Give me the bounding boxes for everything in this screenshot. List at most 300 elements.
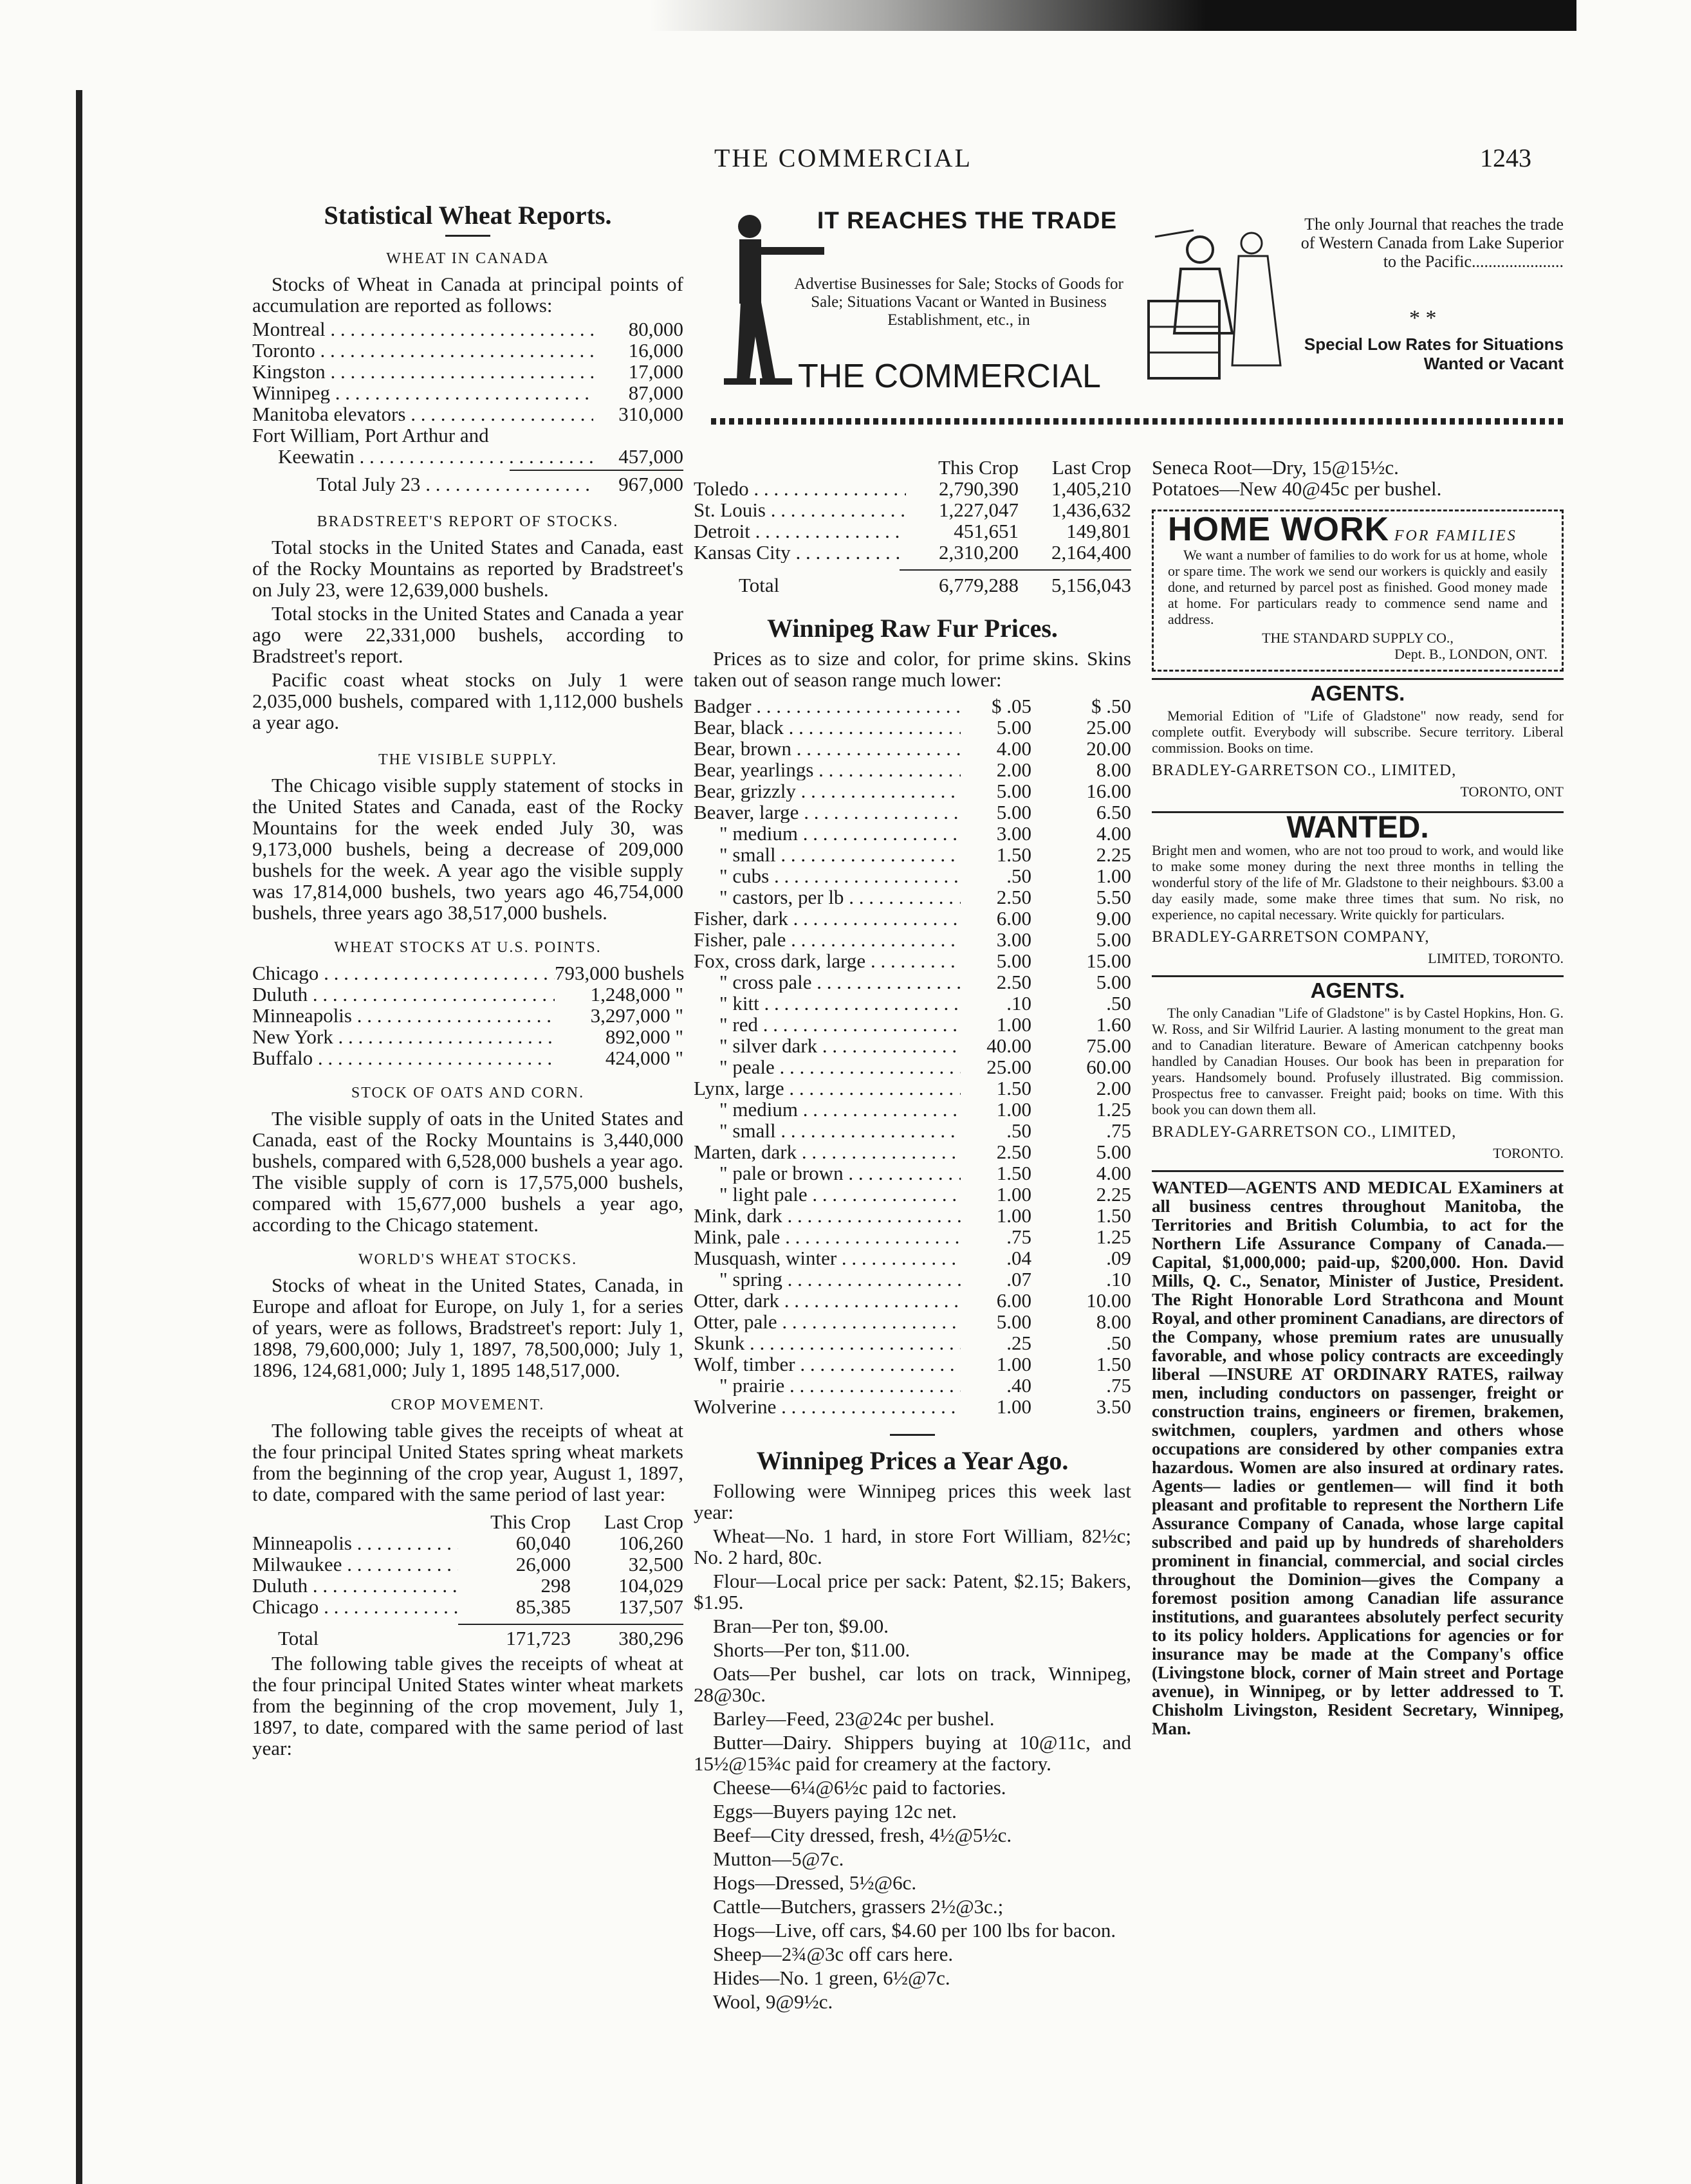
fur-high: 5.00 <box>1096 971 1131 993</box>
table-row <box>694 1290 1131 1311</box>
fur-low: 4.00 <box>996 737 1031 760</box>
fur-low: 1.00 <box>996 1183 1031 1206</box>
fur-high: 5.00 <box>1096 928 1131 951</box>
row-this: 451,651 <box>954 520 1019 542</box>
table-row <box>694 1184 1131 1205</box>
table-row <box>252 1532 683 1554</box>
subheading: WORLD'S WHEAT STOCKS. <box>358 1251 578 1268</box>
total-rule <box>900 569 1131 571</box>
fur-high: .50 <box>1106 1332 1131 1354</box>
row-value: 424,000 " <box>605 1047 683 1069</box>
agents-heading: AGENTS. <box>1152 975 1564 1001</box>
fur-high: 1.60 <box>1096 1013 1131 1036</box>
table-row <box>694 1226 1131 1247</box>
row-last: 2,164,400 <box>1051 541 1131 564</box>
agents-firm: BRADLEY-GARRETSON CO., LIMITED, <box>1152 762 1457 779</box>
paragraph: Total stocks in the United States and Canada a year ago were 22,331,000 bushels, according to Bradstreet's report. <box>252 602 683 667</box>
home-work-subtitle: FOR FAMILIES <box>1394 528 1517 544</box>
table-row <box>694 886 1131 908</box>
table-row <box>252 403 683 425</box>
fur-high: .09 <box>1106 1247 1131 1269</box>
table-row <box>252 1047 683 1069</box>
table-row <box>694 499 1131 520</box>
row-this: 1,227,047 <box>939 499 1019 521</box>
fur-high: 2.25 <box>1096 1183 1131 1206</box>
table-row <box>694 823 1131 844</box>
ad-ornament: * * <box>1409 306 1437 330</box>
fur-name: Wolverine . . . <box>694 1396 961 1417</box>
row-value: 457,000 <box>618 445 683 468</box>
table-row <box>694 1311 1131 1332</box>
row-place: Winnipeg . . . <box>252 382 593 403</box>
price-item: Cattle—Butchers, grassers 2½@3c.; <box>713 1895 1004 1918</box>
fur-name: " small . . . <box>694 844 961 865</box>
fur-high: 8.00 <box>1096 758 1131 781</box>
subheading: THE VISIBLE SUPPLY. <box>378 751 558 768</box>
fur-high: 15.00 <box>1086 950 1131 972</box>
fur-high: 1.25 <box>1096 1225 1131 1248</box>
row-value: 892,000 " <box>605 1025 683 1048</box>
fur-name: Mink, pale . . . <box>694 1226 961 1247</box>
agents-body: The only Canadian "Life of Gladstone" is by Castel Hopkins, Hon. G. W. Ross, and Sir Wilfrid Laurier. A lasting monument to the great man and to Canadian literature. Beware of American catchpenny books handled by Canadian Houses. Our book has been in preparation for years. Handsomely bound. Profusely illustrated. Big commission. Prospectus free to canvasser. Freight paid; books on time. With this book you can down them all. <box>1152 1005 1564 1117</box>
fur-name: " medium . . . <box>694 1099 961 1120</box>
price-item: Flour—Local price per sack: Patent, $2.15; Bakers, $1.95. <box>694 1570 1131 1613</box>
ad-side-text: The only Journal that reaches the trade of Western Canada from Lake Superior to the Pacific...................... <box>1300 215 1564 271</box>
potatoes-price: Potatoes—New 40@45c per bushel. <box>1152 477 1442 500</box>
fur-name: Otter, pale . . . <box>694 1311 961 1332</box>
year-ago-list <box>694 1525 1131 2012</box>
table-row <box>694 1035 1131 1056</box>
fur-name: Lynx, large . . . <box>694 1078 961 1099</box>
row-value: 87,000 <box>628 381 683 404</box>
fur-name: Wolf, timber . . . <box>694 1354 961 1375</box>
wheat-canada-table <box>252 318 683 425</box>
fur-name: " castors, per lb . . . <box>694 886 961 908</box>
row-last: 149,801 <box>1066 520 1131 542</box>
table-row <box>694 1141 1131 1162</box>
running-head: THE COMMERCIAL <box>714 143 972 172</box>
agents-city: TORONTO. <box>1493 1145 1564 1161</box>
home-work-title: HOME WORK <box>1168 511 1390 548</box>
fur-name: " kitt . . . <box>694 993 961 1014</box>
fur-name: " red . . . <box>694 1014 961 1035</box>
col-this-crop: This Crop <box>938 456 1019 479</box>
fur-name: Fisher, pale . . . <box>694 929 961 950</box>
row-place: Montreal . . . <box>252 318 593 340</box>
home-work-body: We want a number of families to do work for us at home, whole or spare time. The work we send our workers is quickly and easily done, and returned by parcel post as finished. Good money made at home. For particulars ready to commence send name and address. <box>1168 547 1548 627</box>
table-row <box>252 1596 683 1617</box>
column-right <box>1152 457 1564 1738</box>
subheading: CROP MOVEMENT. <box>391 1397 545 1413</box>
fur-low: 1.50 <box>996 1077 1031 1099</box>
price-item: Bran—Per ton, $9.00. <box>713 1615 889 1637</box>
table-row <box>694 1056 1131 1078</box>
column-left <box>252 201 685 1761</box>
column-middle <box>694 457 1131 2015</box>
fur-name: Mink, dark . . . <box>694 1205 961 1226</box>
fur-high: 6.50 <box>1096 801 1131 823</box>
fur-low: 1.50 <box>996 1162 1031 1184</box>
price-item: Butter—Dairy. Shippers buying at 10@11c, and 15½@15¾c paid for creamery at the factory. <box>694 1731 1131 1775</box>
table-row <box>694 1269 1131 1290</box>
row-place: Milwaukee . . . <box>252 1554 458 1575</box>
table-row <box>694 780 1131 802</box>
fur-low: 3.00 <box>996 928 1031 951</box>
total-value: 967,000 <box>618 473 683 495</box>
fur-high: 5.50 <box>1096 886 1131 908</box>
row-value: 3,297,000 " <box>590 1004 683 1027</box>
table-row <box>694 1247 1131 1269</box>
fur-low: 25.00 <box>986 1056 1031 1078</box>
fur-name: " peale . . . <box>694 1056 961 1078</box>
fur-name: " silver dark . . . <box>694 1035 961 1056</box>
subheading: STOCK OF OATS AND CORN. <box>351 1085 585 1101</box>
price-item: Hides—No. 1 green, 6½@7c. <box>713 1967 950 1989</box>
row-this: 2,790,390 <box>939 477 1019 500</box>
table-row <box>694 1078 1131 1099</box>
fur-high: 1.25 <box>1096 1098 1131 1121</box>
row-place: Buffalo . . . <box>252 1047 555 1069</box>
fur-high: 2.00 <box>1096 1077 1131 1099</box>
table-row <box>694 1162 1131 1184</box>
ad-body: Advertise Businesses for Sale; Stocks of Goods for Sale; Situations Vacant or Wanted in Business Establishment, etc., in <box>794 275 1123 329</box>
fur-name: Skunk . . . <box>694 1332 961 1354</box>
table-row <box>694 1354 1131 1375</box>
home-work-ad <box>1152 509 1564 672</box>
table-row <box>252 382 683 403</box>
row-place: Duluth . . . <box>252 984 555 1005</box>
total-rule <box>458 1624 683 1625</box>
fur-low: .07 <box>1006 1268 1031 1290</box>
table-row <box>694 1375 1131 1396</box>
row-last: 137,507 <box>618 1595 683 1618</box>
fur-high: 9.00 <box>1096 907 1131 930</box>
price-item: Wheat—No. 1 hard, in store Fort William, 82½c; No. 2 hard, 80c. <box>694 1525 1131 1568</box>
fur-high: .10 <box>1106 1268 1131 1290</box>
fur-low: 1.50 <box>996 843 1031 866</box>
row-last: 104,029 <box>618 1574 683 1597</box>
fur-high: 60.00 <box>1086 1056 1131 1078</box>
paragraph: Stocks of Wheat in Canada at principal points of accumulation are reported as follows: <box>252 273 683 317</box>
price-item: Hogs—Live, off cars, $4.60 per 100 lbs for bacon. <box>713 1919 1116 1941</box>
winter-wheat-table <box>694 478 1131 563</box>
fur-name: Bear, black . . . <box>694 717 961 738</box>
fur-name: Fisher, dark . . . <box>694 908 961 929</box>
table-row <box>252 361 683 382</box>
price-item: Beef—City dressed, fresh, 4½@5½c. <box>713 1824 1012 1846</box>
row-value: 16,000 <box>628 339 683 362</box>
price-item: Sheep—2¾@3c off cars here. <box>713 1943 954 1965</box>
paragraph: Pacific coast wheat stocks on July 1 were 2,035,000 bushels, compared with 1,112,000 bushels a year ago. <box>252 668 683 733</box>
price-item: Hogs—Dressed, 5½@6c. <box>713 1871 917 1894</box>
ad-headline: IT REACHES THE TRADE <box>817 207 1118 234</box>
agents-city: TORONTO, ONT <box>1460 784 1564 800</box>
row-last: 106,260 <box>618 1532 683 1554</box>
page-number: 1243 <box>1480 143 1531 172</box>
fur-low: $ .05 <box>992 695 1031 717</box>
row-place: Minneapolis . . . <box>252 1005 555 1026</box>
fur-prices-table <box>694 695 1131 1417</box>
fur-name: " pale or brown . . . <box>694 1162 961 1184</box>
fur-low: 2.50 <box>996 886 1031 908</box>
table-row <box>252 984 683 1005</box>
fur-low: .40 <box>1006 1374 1031 1397</box>
wanted-body: Bright men and women, who are not too proud to work, and would like to make some money during the next three months in telling the wonderful story of the life of Mr. Gladstone to their neighbours. $3.00 a day easily made, some make three times that sum. No risk, no experience, no capital necessary. Write quickly for particulars. <box>1152 842 1564 922</box>
row-value: 793,000 bushels <box>555 962 685 984</box>
fur-high: $ .50 <box>1091 695 1131 717</box>
table-row <box>694 1332 1131 1354</box>
fur-name: Otter, dark . . . <box>694 1290 961 1311</box>
total-last: 380,296 <box>618 1627 683 1649</box>
table-row <box>694 802 1131 823</box>
fur-name: " cross pale . . . <box>694 971 961 993</box>
wanted-heading: WANTED. <box>1152 811 1564 838</box>
row-place: Detroit . . . <box>694 520 906 542</box>
fur-low: 40.00 <box>986 1034 1031 1057</box>
fur-high: .75 <box>1106 1119 1131 1142</box>
fur-high: 2.25 <box>1096 843 1131 866</box>
fur-high: .75 <box>1106 1374 1131 1397</box>
fur-high: 4.00 <box>1096 1162 1131 1184</box>
fur-high: 20.00 <box>1086 737 1131 760</box>
fur-low: 5.00 <box>996 780 1031 802</box>
wanted-firm: BRADLEY-GARRETSON COMPANY, <box>1152 928 1430 946</box>
ad-border <box>711 418 1567 425</box>
fur-low: 1.00 <box>996 1013 1031 1036</box>
fur-high: 1.50 <box>1096 1353 1131 1375</box>
subheading: WHEAT STOCKS AT U.S. POINTS. <box>334 939 602 956</box>
table-row <box>252 1575 683 1596</box>
ad-brand: THE COMMERCIAL <box>798 358 1101 395</box>
section-title: Winnipeg Raw Fur Prices. <box>767 614 1058 643</box>
fur-low: .10 <box>1006 992 1031 1014</box>
paragraph: Following were Winnipeg prices this week last year: <box>694 1480 1131 1523</box>
fur-high: 16.00 <box>1086 780 1131 802</box>
fur-low: .75 <box>1006 1225 1031 1248</box>
table-header <box>252 1511 683 1532</box>
fur-name: Musquash, winter . . . <box>694 1247 961 1269</box>
table-row <box>694 929 1131 950</box>
fur-low: 5.00 <box>996 950 1031 972</box>
fur-low: 6.00 <box>996 1289 1031 1312</box>
fur-name: " spring . . . <box>694 1269 961 1290</box>
fur-low: 3.00 <box>996 822 1031 845</box>
paragraph: Prices as to size and color, for prime skins. Skins taken out of season range much lower: <box>694 647 1131 691</box>
row-place: Manitoba elevators . . . <box>252 403 593 425</box>
total-row <box>252 1628 683 1649</box>
price-item: Mutton—5@7c. <box>713 1848 844 1870</box>
fur-name: Bear, grizzly . . . <box>694 780 961 802</box>
fur-high: 8.00 <box>1096 1310 1131 1333</box>
table-row <box>252 1005 683 1026</box>
fur-low: 5.00 <box>996 1310 1031 1333</box>
paragraph: The visible supply of oats in the United States and Canada, east of the Rocky Mountains is 3,440,000 bushels, compared with 6,528,000 bushels a year ago. The visible supply of corn is 17,575,000 bushels, compared with 15,677,000 bushels a year ago, according to the Chicago statement. <box>252 1107 683 1236</box>
table-row <box>694 950 1131 971</box>
price-item: Wool, 9@9½c. <box>713 1990 833 2013</box>
table-row <box>252 318 683 340</box>
price-item: Barley—Feed, 23@24c per bushel. <box>713 1707 995 1730</box>
agents-body: Memorial Edition of "Life of Gladstone" now ready, send for complete outfit. Everybody will subscribe. Secure territory. Liberal commission. Books on time. <box>1152 708 1564 756</box>
row-value: 80,000 <box>628 318 683 340</box>
fur-name: Fox, cross dark, large . . . <box>694 950 961 971</box>
title-rule <box>445 235 490 237</box>
table-row <box>252 1026 683 1047</box>
col-last-crop: Last Crop <box>604 1510 683 1533</box>
fur-low: 2.50 <box>996 1141 1031 1163</box>
fur-high: 10.00 <box>1086 1289 1131 1312</box>
table-row <box>694 1396 1131 1417</box>
total-label: Total July 23 . . . <box>317 473 593 495</box>
table-row <box>694 971 1131 993</box>
paragraph: Total stocks in the United States and Canada, east of the Rocky Mountains as reported by Bradstreet's on July 23, were 12,639,000 bushels. <box>252 536 683 601</box>
table-row <box>694 1014 1131 1035</box>
wanted-city: LIMITED, TORONTO. <box>1428 950 1564 966</box>
fur-high: 1.00 <box>1096 865 1131 887</box>
row-place: St. Louis . . . <box>694 499 906 520</box>
row-value: 17,000 <box>628 360 683 383</box>
subheading: WHEAT IN CANADA <box>386 250 550 267</box>
table-row <box>694 993 1131 1014</box>
fur-name: " cubs . . . <box>694 865 961 886</box>
total-last: 5,156,043 <box>1051 574 1131 596</box>
total-row <box>694 574 1131 596</box>
fur-low: 1.00 <box>996 1098 1031 1121</box>
fur-high: 75.00 <box>1086 1034 1131 1057</box>
fur-high: .50 <box>1106 992 1131 1014</box>
row-place: Kansas City . . . <box>694 542 906 563</box>
fur-name: Bear, yearlings . . . <box>694 759 961 780</box>
table-row <box>694 542 1131 563</box>
fur-low: 6.00 <box>996 907 1031 930</box>
table-row <box>694 478 1131 499</box>
home-work-firm: THE STANDARD SUPPLY CO., <box>1262 630 1454 646</box>
fur-name: Marten, dark . . . <box>694 1141 961 1162</box>
fur-low: 1.00 <box>996 1204 1031 1227</box>
paragraph: The following table gives the receipts of wheat at the four principal United States winter wheat markets from the beginning of the crop movement, July 1, 1897, to date, compared with the same period of last year: <box>252 1652 683 1759</box>
fur-name: Bear, brown . . . <box>694 738 961 759</box>
price-item: Oats—Per bushel, car lots on track, Winnipeg, 28@30c. <box>694 1662 1131 1706</box>
total-label: Total <box>739 574 780 596</box>
price-item: Eggs—Buyers paying 12c net. <box>713 1800 957 1822</box>
row-last: 32,500 <box>628 1553 683 1575</box>
seneca-price: Seneca Root—Dry, 15@15½c. <box>1152 456 1399 479</box>
row-this: 60,040 <box>515 1532 571 1554</box>
table-row <box>694 1205 1131 1226</box>
table-row <box>252 962 683 984</box>
ad-special-rates: Special Low Rates for Situations Wanted or Vacant <box>1304 335 1564 373</box>
total-row <box>252 473 683 495</box>
us-points-table <box>252 962 683 1069</box>
table-row <box>694 865 1131 886</box>
fur-high: 25.00 <box>1086 716 1131 739</box>
table-row <box>694 759 1131 780</box>
fur-low: 1.00 <box>996 1395 1031 1418</box>
fur-name: Beaver, large . . . <box>694 802 961 823</box>
row-place: Minneapolis . . . <box>252 1532 458 1554</box>
row-place: Duluth . . . <box>252 1575 458 1596</box>
fur-high: 4.00 <box>1096 822 1131 845</box>
section-title: Winnipeg Prices a Year Ago. <box>756 1446 1069 1475</box>
fur-low: 5.00 <box>996 716 1031 739</box>
fur-high: 3.50 <box>1096 1395 1131 1418</box>
paragraph: Stocks of wheat in the United States, Canada, in Europe and afloat for Europe, on July 1, for a series of years, were as follows, Bradstreet's report: July 1, 1898, 79,600,000; July 1, 1897, 78,500,000; July 1, 1896, 124,681,000; July 1, 1895 148,517,000. <box>252 1274 683 1381</box>
row-value: 1,248,000 " <box>590 983 683 1005</box>
subheading: BRADSTREET'S REPORT OF STOCKS. <box>317 513 619 530</box>
price-item: Shorts—Per ton, $11.00. <box>713 1638 910 1661</box>
total-this: 6,779,288 <box>939 574 1019 596</box>
row-place: New York . . . <box>252 1026 555 1047</box>
fur-low: 2.00 <box>996 758 1031 781</box>
section-title: Statistical Wheat Reports. <box>324 201 612 230</box>
paragraph: The Chicago visible supply statement of stocks in the United States and Canada, east of the Rocky Mountains for the week ended July 30, was 9,173,000 bushels, being a decrease of 209,000 bushels for the week. A year ago the visible supply was 17,814,000 bushels, two years ago 46,754,000 bushels, three years ago 38,517,000 bushels. <box>252 774 683 924</box>
row-last: 1,405,210 <box>1051 477 1131 500</box>
fur-high: 5.00 <box>1096 1141 1131 1163</box>
fur-high: 1.50 <box>1096 1204 1131 1227</box>
table-row <box>252 340 683 361</box>
row-place: Chicago . . . <box>252 1596 458 1617</box>
section-rule <box>890 1434 935 1436</box>
fur-name: " small . . . <box>694 1120 961 1141</box>
table-row <box>252 1554 683 1575</box>
table-row <box>694 717 1131 738</box>
fur-low: 1.00 <box>996 1353 1031 1375</box>
fur-low: 5.00 <box>996 801 1031 823</box>
paragraph: The following table gives the receipts of wheat at the four principal United States spring wheat markets from the beginning of the crop year, August 1, 1897, to date, compared with the same period of last year: <box>252 1419 683 1505</box>
col-this-crop: This Crop <box>490 1510 571 1533</box>
fur-low: .50 <box>1006 1119 1031 1142</box>
fur-name: Badger . . . <box>694 695 961 717</box>
table-row <box>694 695 1131 717</box>
row-place: Kingston . . . <box>252 361 593 382</box>
row-place: Toronto . . . <box>252 340 593 361</box>
row-place: Chicago . . . <box>252 962 555 984</box>
home-work-address: Dept. B., LONDON, ONT. <box>1394 646 1548 662</box>
row-place: Keewatin . . . <box>278 446 593 467</box>
table-header <box>694 457 1131 478</box>
spring-wheat-table <box>252 1532 683 1617</box>
table-row <box>252 446 683 467</box>
fur-low: 2.50 <box>996 971 1031 993</box>
table-row <box>694 1099 1131 1120</box>
fur-low: .04 <box>1006 1247 1031 1269</box>
row-place: Toledo . . . <box>694 478 906 499</box>
agents-firm: BRADLEY-GARRETSON CO., LIMITED, <box>1152 1123 1457 1141</box>
table-row <box>694 520 1131 542</box>
merchant-illustration <box>1142 205 1290 398</box>
fur-low: .50 <box>1006 865 1031 887</box>
fur-low: .25 <box>1006 1332 1031 1354</box>
total-label: Total <box>278 1628 319 1649</box>
table-row <box>694 844 1131 865</box>
insurance-notice: WANTED—AGENTS AND MEDICAL EXaminers at all business centres throughout Manitoba, the Territories and British Columbia, to act for the Northern Life Assurance Company of Canada.— Capital, $1,000,000; paid-up, $200,000. Hon. David Mills, Q. C., Senator, Minister of Justice, President. The Right Honorable Lord Strathcona and Mount Royal, and other prominent Canadians, are directors of the Company, whose premium rates are unusually favorable, and whose policy contracts are exceedingly liberal —INSURE AT ORDINARY RATES, railway men, including conductors on passenger, freight or construction trains, engineers or firemen, brakemen, switchmen, couplers, yardmen and others whose occupations are considered by other companies extra hazardous. Women are also insured at ordinary rates. Agents— ladies or gentlemen— will find it both pleasant and profitable to represent the Northern Life Assurance Company of Canada, whose large capital subscribed and paid up by hundreds of shareholders prominent in financial, commercial, and social circles throughout the Dominion—gives the Company a foremost position among Canadian life assurance institutions, and guarantees absolutely perfect security to its policy holders. Applications for agencies or for insurance may be made at the Company's office (Livingstone block, corner of Main street and Portage avenue), in Winnipeg, or by letter addressed to T. Chisholm Livingston, Resident Secretary, Winnipeg, Man. <box>1152 1170 1564 1738</box>
table-row-label: Fort William, Port Arthur and <box>252 424 489 446</box>
col-last-crop: Last Crop <box>1051 456 1131 479</box>
table-row <box>694 738 1131 759</box>
table-row <box>694 908 1131 929</box>
price-item: Cheese—6¼@6½c paid to factories. <box>713 1776 1006 1799</box>
row-value: 310,000 <box>618 403 683 425</box>
fur-name: " medium . . . <box>694 823 961 844</box>
fur-name: " light pale . . . <box>694 1184 961 1205</box>
scan-dark-edge <box>650 0 1576 31</box>
fur-name: " prairie . . . <box>694 1375 961 1396</box>
agents-heading: AGENTS. <box>1152 678 1564 704</box>
page-left-rule <box>76 90 82 2184</box>
row-this: 2,310,200 <box>939 541 1019 564</box>
table-row <box>694 1120 1131 1141</box>
row-this: 298 <box>541 1574 571 1597</box>
total-rule <box>510 470 683 471</box>
